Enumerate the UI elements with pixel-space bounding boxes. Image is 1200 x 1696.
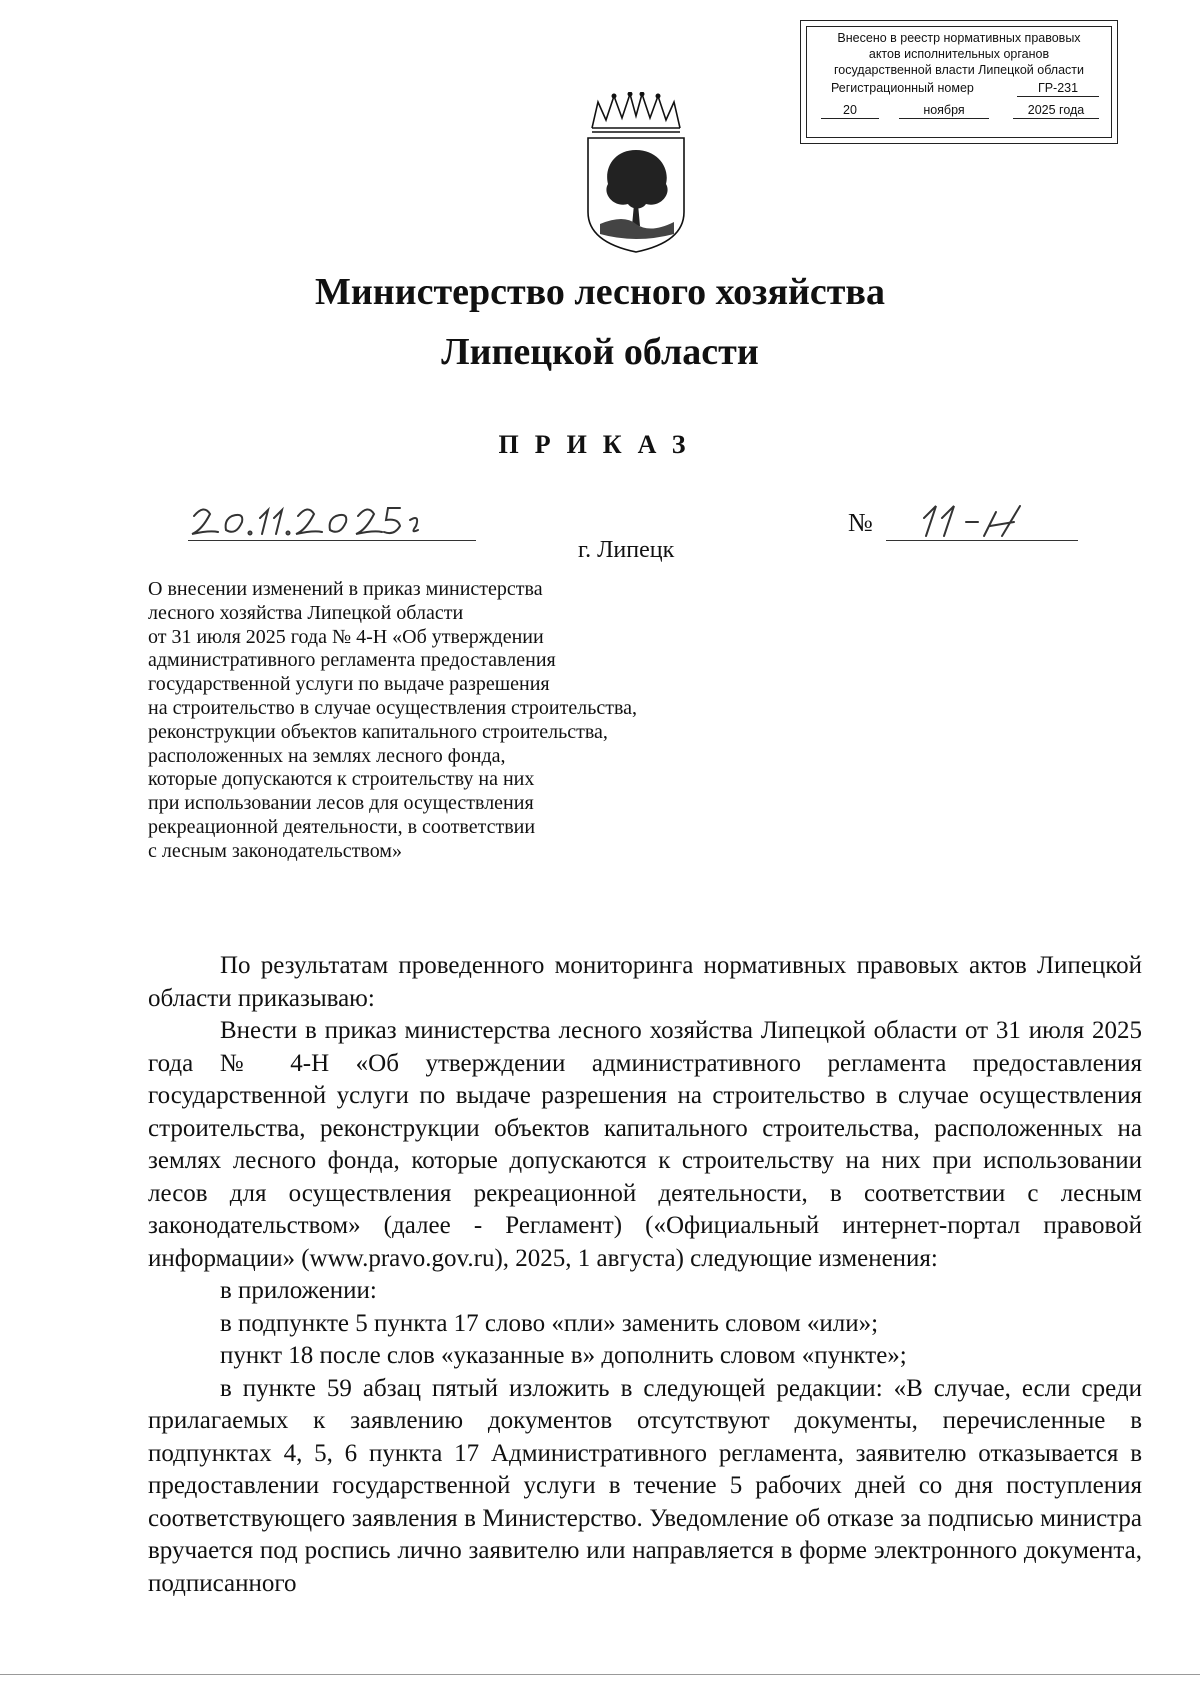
order-number xyxy=(848,500,1078,540)
coat-of-arms-icon xyxy=(584,92,688,254)
subject-line: на строительство в случае осуществления строительства, xyxy=(148,696,638,719)
page-edge-line xyxy=(0,1674,1200,1675)
registry-stamp xyxy=(800,20,1118,144)
subject-line: реконструкции объектов капитального строительства, xyxy=(148,720,608,743)
body-paragraph: пункт 18 после слов «указанные в» дополнить словом «пункте»; xyxy=(220,1342,907,1369)
stamp-line-2: актов исполнительных органов xyxy=(868,47,1050,61)
stamp-reg-number: ГР-231 xyxy=(1017,80,1099,97)
subject-line: рекреационной деятельности, в соответствии xyxy=(148,815,536,838)
stamp-reg-label: Регистрационный номер xyxy=(831,81,974,95)
subject-line: от 31 июля 2025 года № 4-Н «Об утверждении xyxy=(148,625,544,648)
number-sign: № xyxy=(848,508,873,537)
handwritten-number xyxy=(886,500,1078,541)
ministry-line-2: Липецкой области xyxy=(441,331,759,373)
ministry-heading xyxy=(0,262,1200,382)
body-paragraph: в пункте 59 абзац пятый изложить в следующей редакции: «В случае, если среди прилагаемых к заявлению документов отсутствуют документы, перечисленные в подпунктах 4, 5, 6 пункта 17 Административного регламента, заявителю отказывается в предоставлении государственной услуги в течение 5 рабочих дней со дня поступления соответствующего заявления в Министерство. Уведомление об отказе за подписью министра вручается под роспись лично заявителю или направляется в форме электронного документа, подписанного xyxy=(148,1374,1142,1597)
stamp-day: 20 xyxy=(821,102,879,119)
handwritten-date xyxy=(188,500,476,541)
subject-line: О внесении изменений в приказ министерства xyxy=(148,578,543,600)
subject-line: лесного хозяйства Липецкой области xyxy=(148,601,464,624)
stamp-line-1: Внесено в реестр нормативных правовых xyxy=(837,31,1081,45)
subject-line: расположенных на землях лесного фонда, xyxy=(148,744,506,767)
order-title: ПРИКАЗ xyxy=(498,430,702,459)
body-paragraph: Внести в приказ министерства лесного хозяйства Липецкой области от 31 июля 2025 года № 4-Н «Об утверждении административного регламента предоставления государственной услуги по выдаче разрешения на строительство в случае осуществления строительства, реконструкции объектов капитального строительства, расположенных на землях лесного фонда, которые допускаются к строительству на них при использовании лесов для осуществления рекреационной деятельности, в соответствии с лесным законодательством» (далее - Регламент) («Официальный интернет-портал правовой информации» (www.pravo.gov.ru), 2025, 1 августа) следующие изменения: xyxy=(148,1017,1142,1272)
stamp-line-3: государственной власти Липецкой области xyxy=(833,63,1085,77)
city: г. Липецк xyxy=(578,537,675,563)
order-subject xyxy=(148,578,637,864)
registry-stamp-inner xyxy=(806,26,1112,138)
subject-line: с лесным законодательством» xyxy=(148,839,402,862)
ministry-line-1: Министерство лесного хозяйства xyxy=(315,271,885,313)
subject-line: административного регламента предоставления xyxy=(148,649,556,672)
body-paragraph: в приложении: xyxy=(220,1277,377,1304)
subject-line: государственной услуги по выдаче разрешения xyxy=(148,673,550,696)
body-paragraph: По результатам проведенного мониторинга нормативных правовых актов Липецкой области приказываю: xyxy=(148,952,1142,1012)
stamp-month: ноября xyxy=(899,102,989,119)
body-paragraph: в подпункте 5 пункта 17 слово «пли» заменить словом «или»; xyxy=(220,1309,879,1337)
subject-line: при использовании лесов для осуществления xyxy=(148,792,534,815)
stamp-year: 2025 года xyxy=(1013,102,1099,119)
subject-line: которые допускаются к строительству на них xyxy=(148,768,535,791)
order-body xyxy=(148,950,1142,1600)
